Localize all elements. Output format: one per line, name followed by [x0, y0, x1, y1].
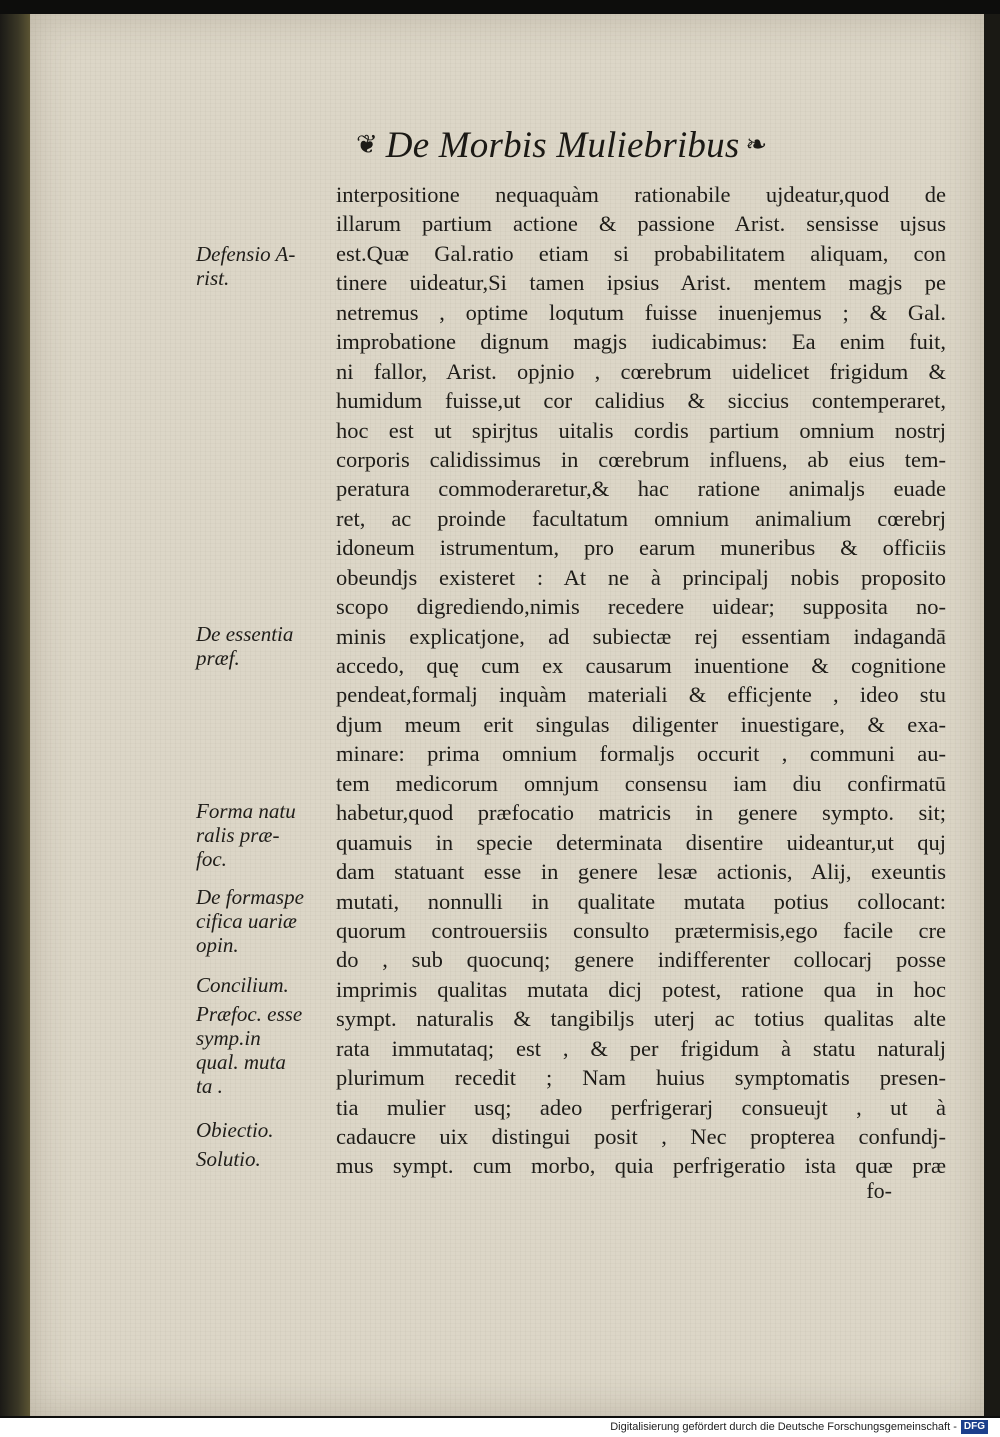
- footer-credit-text: Digitalisierung gefördert durch die Deutsche Forschungsgemeinschaft -: [610, 1421, 957, 1433]
- main-text-block: [336, 180, 946, 1181]
- text-line: tinere uideatur,Si tamen ipsius Arist. mentem magjs pe: [336, 270, 946, 296]
- text-line: do , sub quocunq; genere indifferenter collocarj posse: [336, 947, 946, 973]
- margin-note-line: ta .: [196, 1074, 223, 1098]
- text-line: tia mulier usq; adeo perfrigerarj consueujt , ut à: [336, 1094, 946, 1120]
- fleuron-left-icon: ❦: [356, 130, 378, 159]
- margin-note: [196, 885, 332, 957]
- digitization-footer: [0, 1418, 1000, 1437]
- margin-note-line: Solutio.: [196, 1147, 261, 1171]
- margin-note-line: præf.: [196, 646, 240, 670]
- text-line: dam statuant esse in genere lesæ actionis, Alij, exeuntis: [336, 859, 946, 885]
- margin-note-line: symp.in: [196, 1026, 261, 1050]
- running-title: De Morbis Muliebribus: [385, 124, 740, 166]
- text-line: ret, ac proinde facultatum omnium animalium cœrebrj: [336, 505, 946, 531]
- text-line: tem medicorum omnjum consensu iam diu confirmatū: [336, 770, 946, 796]
- text-line: netremus , optime loqutum fuisse inuenjemus ; & Gal.: [336, 299, 946, 325]
- margin-note: [196, 242, 332, 290]
- text-line: imprimis qualitas mutata dicj potest, ratione qua in hoc: [336, 976, 946, 1002]
- margin-note: [196, 1002, 332, 1098]
- margin-note-line: foc.: [196, 847, 227, 871]
- margin-note-line: Concilium.: [196, 973, 289, 997]
- margin-note: [196, 622, 332, 670]
- margin-note-line: opin.: [196, 933, 239, 957]
- text-line: interpositione nequaquàm rationabile ujdeatur,quod de: [336, 182, 946, 207]
- margin-note-line: Forma natu: [196, 799, 296, 823]
- text-line: obeundjs existeret : At ne à principalj nobis proposito: [336, 564, 946, 590]
- margin-note: [196, 973, 332, 997]
- catchword: fo-: [866, 1178, 892, 1203]
- text-line: quamuis in specie determinata disentire uideantur,ut quj: [336, 829, 946, 855]
- fleuron-right-icon: ❧: [745, 130, 768, 159]
- margin-note-line: ralis præ-: [196, 823, 280, 847]
- margin-note-line: rist.: [196, 266, 230, 290]
- text-line: mutati, nonnulli in qualitate mutata potius collocant:: [336, 888, 946, 914]
- margin-note-line: cifica uariæ: [196, 909, 297, 933]
- text-line: peratura commoderaretur,& hac ratione animaljs euade: [336, 476, 946, 502]
- text-line: habetur,quod præfocatio matricis in genere sympto. sit;: [336, 800, 946, 826]
- text-line: djum meum erit singulas diligenter inuestigare, & exa-: [336, 711, 946, 737]
- text-line: idoneum istrumentum, pro earum muneribus & officiis: [336, 535, 946, 561]
- text-line: quorum controuersiis consulto prætermisis,ego facile cre: [336, 917, 946, 943]
- text-line: hoc est ut spirjtus uitalis cordis partium omnium nostrj: [336, 417, 946, 443]
- dfg-logo: DFG: [961, 1420, 988, 1434]
- text-line: rata immutataq; est , & per frigidum à statu naturalj: [336, 1035, 946, 1061]
- book-gutter-edge: [0, 14, 30, 1416]
- margin-note-line: De formaspe: [196, 885, 304, 909]
- margin-note-line: qual. muta: [196, 1050, 286, 1074]
- book-right-edge: [984, 14, 1000, 1416]
- text-line: sympt. naturalis & tangibiljs uterj ac totius qualitas alte: [336, 1006, 946, 1032]
- running-header: [356, 120, 846, 170]
- text-line: scopo digrediendo,nimis recedere uidear; supposita no-: [336, 594, 946, 620]
- text-line: minare: prima omnium formaljs occurit , communi au-: [336, 741, 946, 767]
- margin-note-line: De essentia: [196, 622, 294, 646]
- margin-note: [196, 799, 332, 871]
- margin-note: [196, 1147, 332, 1171]
- margin-note-line: Defensio A-: [196, 242, 296, 266]
- text-line: mus sympt. cum morbo, quia perfrigeratio ista quæ præ: [336, 1153, 946, 1179]
- text-line: accedo, quę cum ex causarum inuentione & cognitione: [336, 653, 946, 678]
- text-line: minis explicatjone, ad subiectæ rej essentiam indagandā: [336, 623, 946, 649]
- text-line: humidum fuisse,ut cor calidius & siccius contemperaret,: [336, 388, 946, 414]
- text-line: ni fallor, Arist. opjnio , cœrebrum uidelicet frigidum &: [336, 358, 946, 384]
- text-line: corporis calidissimus in cœrebrum influens, ab eius tem-: [336, 446, 946, 472]
- margin-note: [196, 1118, 332, 1142]
- text-line: pendeat,formalj inquàm materiali & efficjente , ideo stu: [336, 682, 946, 708]
- margin-note-line: Obiectio.: [196, 1118, 274, 1142]
- text-line: est.Quæ Gal.ratio etiam si probabilitatem aliquam, con: [336, 240, 946, 266]
- text-line: plurimum recedit ; Nam huius symptomatis presen-: [336, 1065, 946, 1091]
- text-line: cadaucre uix distingui posit , Nec propterea confundj-: [336, 1124, 946, 1149]
- margin-note-line: Præfoc. esse: [196, 1002, 303, 1026]
- text-line: illarum partium actione & passione Arist. sensisse ujsus: [336, 211, 946, 237]
- text-line: improbatione dignum magjs iudicabimus: Ea enim fuit,: [336, 329, 946, 355]
